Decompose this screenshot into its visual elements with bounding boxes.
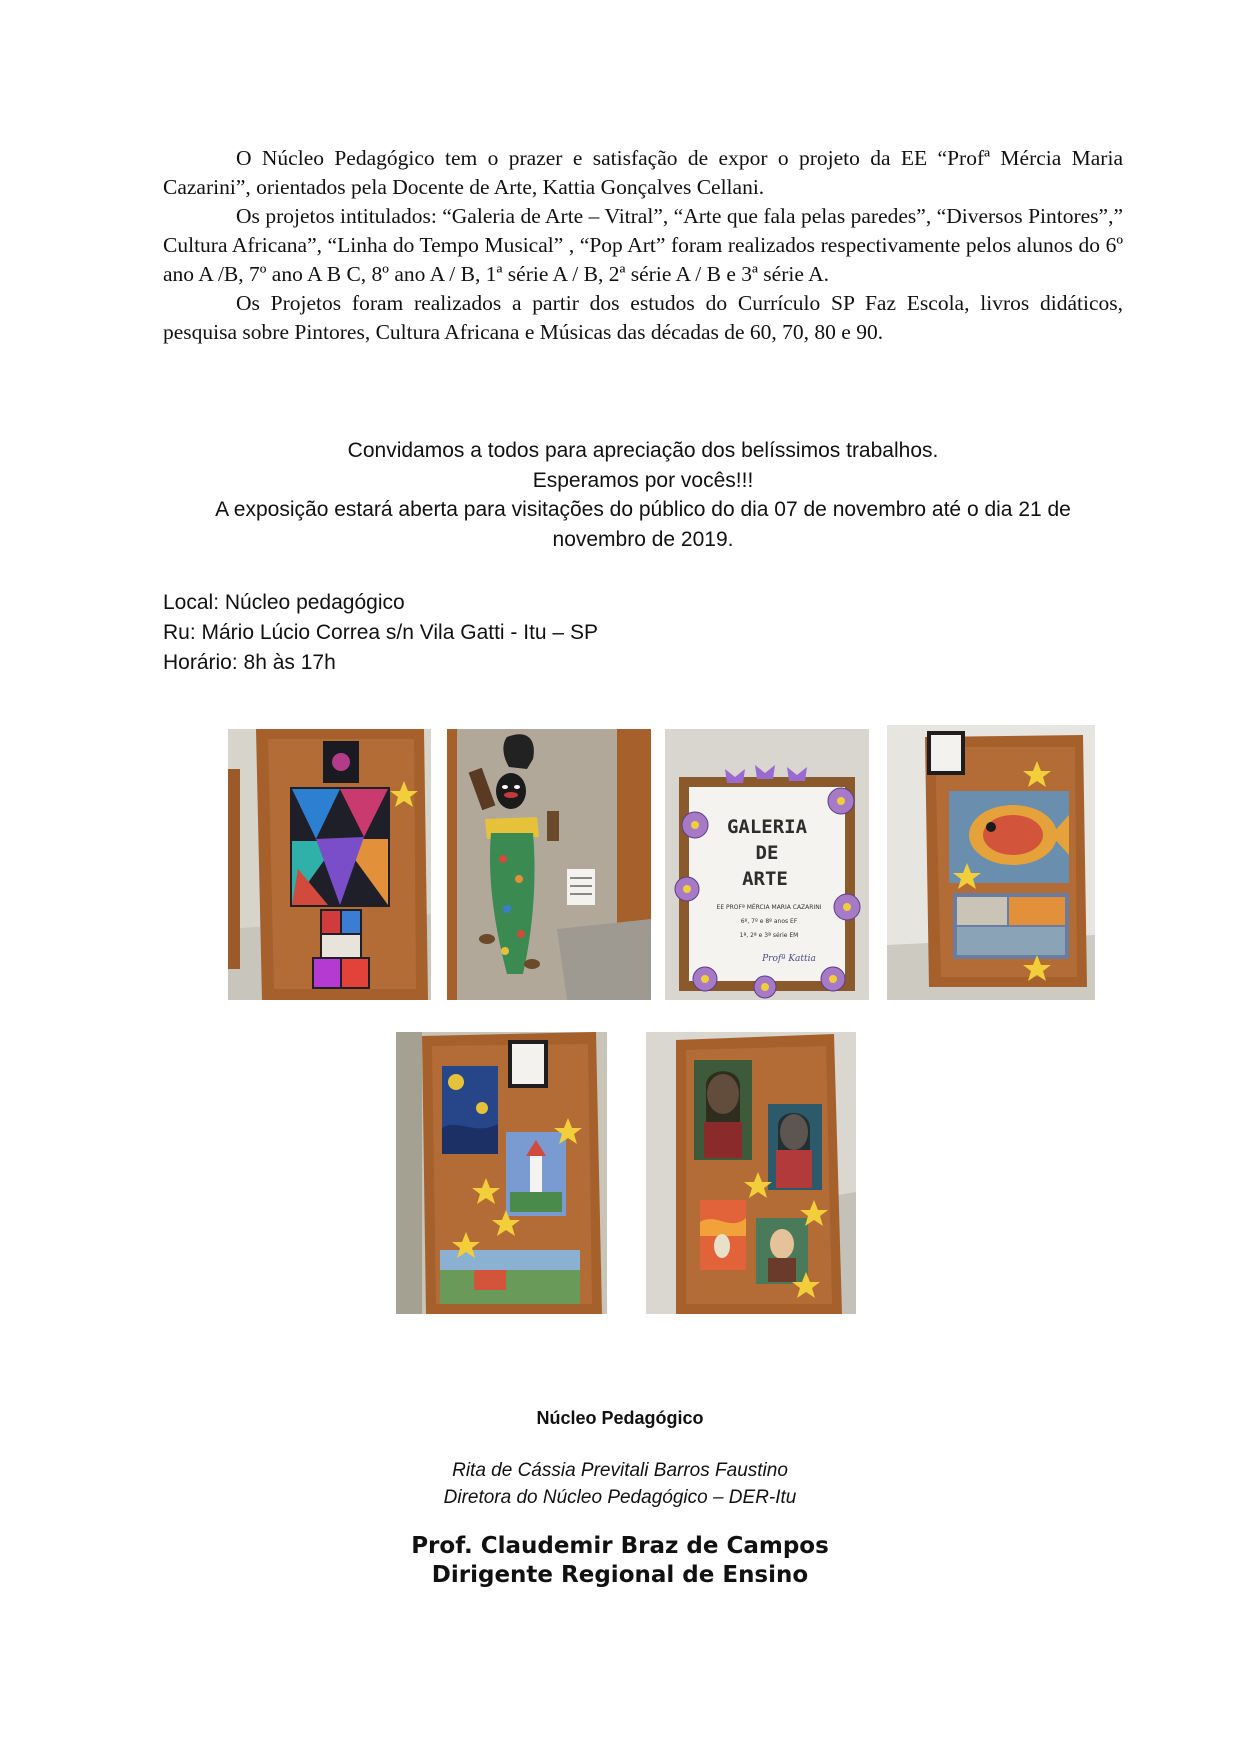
invite-line-3: A exposição estará aberta para visitações do público do dia 07 de novembro até o dia 21 de bbox=[215, 498, 1071, 521]
photo-linha-do-tempo-image bbox=[396, 1032, 607, 1314]
dirigente-role: Dirigente Regional de Ensino bbox=[431, 1562, 809, 1588]
dirigente-name: Prof. Claudemir Braz de Campos bbox=[411, 1533, 829, 1559]
location-local: Local: Núcleo pedagógico bbox=[163, 591, 405, 614]
location-info bbox=[163, 588, 863, 678]
invite-line-2: Esperamos por vocês!!! bbox=[532, 468, 754, 492]
signatory-name: Rita de Cássia Previtali Barros Faustino bbox=[452, 1460, 788, 1481]
intro-text bbox=[163, 144, 1123, 347]
photo-diversos-pintores-image bbox=[887, 725, 1095, 1000]
photo-pop-art-image bbox=[646, 1032, 856, 1314]
dirigente-block bbox=[0, 1532, 1240, 1590]
photo-galeria-de-arte bbox=[665, 729, 869, 1000]
invite-line-1: Convidamos a todos para apreciação dos belíssimos trabalhos. bbox=[347, 439, 939, 462]
signatory-role: Diretora do Núcleo Pedagógico – DER-Itu bbox=[443, 1487, 797, 1508]
photo-cultura-africana-image bbox=[447, 729, 651, 1000]
photo-galeria-de-arte-image bbox=[665, 729, 869, 1000]
photo-vitral-image bbox=[228, 729, 431, 1000]
photo-diversos-pintores bbox=[887, 725, 1095, 1000]
photo-pop-art bbox=[646, 1032, 856, 1314]
photo-cultura-africana bbox=[447, 729, 651, 1000]
photo-vitral bbox=[228, 729, 431, 1000]
photo-linha-do-tempo bbox=[396, 1032, 607, 1314]
footer-organization: Núcleo Pedagógico bbox=[536, 1408, 704, 1428]
intro-paragraph-3: Os Projetos foram realizados a partir dos estudos do Currículo SP Faz Escola, livros didáticos, pesquisa sobre Pintores, Cultura Africana e Músicas das décadas de 60, 70, 80 e 90. bbox=[163, 291, 1123, 344]
galeria-sub-2: 6º, 7º e 8º anos EF bbox=[740, 918, 798, 925]
intro-paragraph-2: Os projetos intitulados: “Galeria de Arte – Vitral”, “Arte que fala pelas paredes”, “Diversos Pintores”,” Cultura Africana”, “Linha do Tempo Musical” , “Pop Art” foram realizados respectivamente pelos alunos do 6º ano A /B, 7º ano A B C, 8º ano A / B, 1ª série A / B, 2ª série A / B e 3ª série A. bbox=[163, 204, 1123, 286]
galeria-sign: Profª Kattia bbox=[762, 954, 816, 964]
invitation bbox=[163, 436, 1123, 554]
location-hours: Horário: 8h às 17h bbox=[163, 651, 336, 674]
galeria-sub-3: 1ª, 2ª e 3ª série EM bbox=[739, 932, 799, 939]
galeria-title-3: ARTE bbox=[742, 868, 788, 890]
galeria-title-2: DE bbox=[755, 842, 779, 864]
location-address: Ru: Mário Lúcio Correa s/n Vila Gatti - Itu – SP bbox=[163, 621, 598, 644]
galeria-sub-1: EE PROFª MÉRCIA MARIA CAZARINI bbox=[716, 904, 822, 911]
signature-block bbox=[0, 1457, 1240, 1511]
galeria-title-1: GALERIA bbox=[726, 816, 808, 838]
invite-line-4: novembro de 2019. bbox=[552, 527, 734, 551]
intro-paragraph-1: O Núcleo Pedagógico tem o prazer e satisfação de expor o projeto da EE “Profª Mércia Maria Cazarini”, orientados pela Docente de Arte, Kattia Gonçalves Cellani. bbox=[163, 146, 1123, 199]
